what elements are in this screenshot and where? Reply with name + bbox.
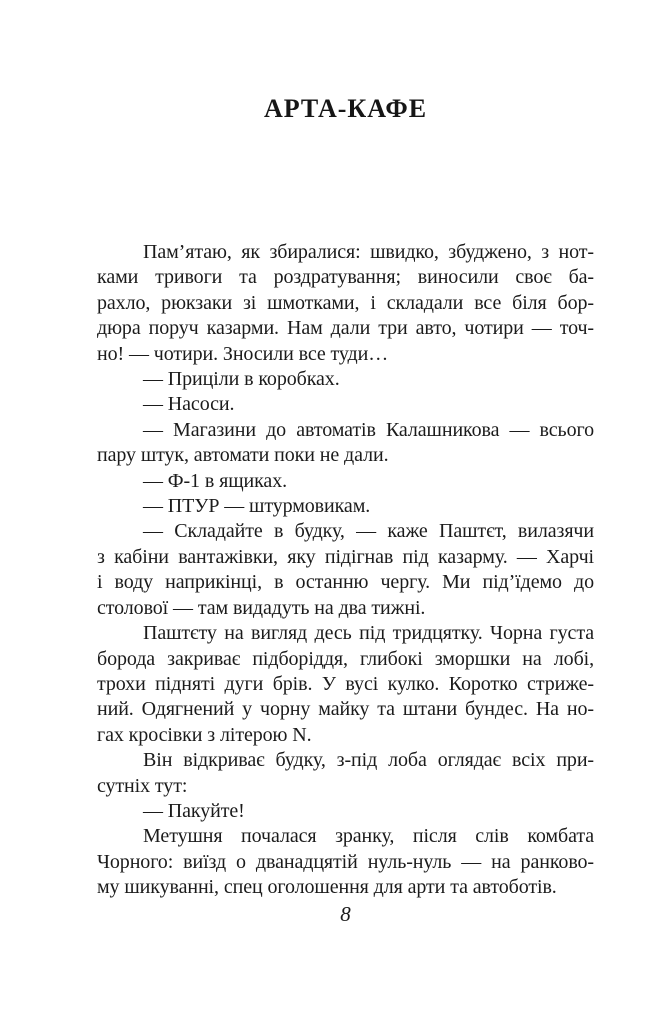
text-line: з кабіни вантажівки, яку підігнав під казарму. — Харчі [97, 545, 594, 568]
text-line: Чорного: виїзд о дванадцятій нуль-нуль — на ранково- [97, 850, 594, 873]
text-line: — ПТУР — штурмовикам. [143, 495, 371, 518]
text-line: борода закриває підборіддя, глибокі зморшки на лобі, [97, 647, 594, 670]
text-line: трохи підняті дуги брів. У вусі кулко. Коротко стриже- [97, 672, 594, 695]
text-line: — Магазини до автоматів Калашникова — всього [143, 418, 594, 441]
chapter-title: АРТА-КАФЕ [263, 94, 428, 123]
text-line: — Ф-1 в ящиках. [143, 469, 287, 492]
body-text [97, 240, 594, 901]
text-line: і воду наприкінці, в останню чергу. Ми під’їдемо до [97, 571, 594, 594]
text-line: рахло, рюкзаки зі шмотками, і складали все біля бор- [97, 291, 594, 314]
text-line: Пам’ятаю, як збиралися: швидко, збуджено, з нот- [143, 241, 594, 263]
text-line: ний. Одягнений у чорну майку та штани бундес. На но- [97, 698, 594, 721]
text-line: но! — чотири. Зносили все туди… [97, 342, 389, 365]
text-line: — Складайте в будку, — каже Паштєт, вилазячи [143, 520, 594, 543]
text-line: пару штук, автомати поки не дали. [97, 444, 389, 467]
text-line: — Пакуйте! [143, 799, 245, 822]
text-line: дюра поруч казарми. Нам дали три авто, чотири — точ- [97, 317, 594, 340]
text-line: — Приціли в коробках. [143, 368, 340, 391]
text-line: Паштєту на вигляд десь під тридцятку. Чорна густа [143, 622, 594, 645]
text-line: гах кросівки з літерою N. [97, 723, 312, 746]
text-line: — Насоси. [143, 393, 235, 416]
text-line: ками тривоги та роздратування; виносили своє ба- [97, 266, 594, 289]
text-line: Він відкриває будку, з-під лоба оглядає всіх при- [143, 749, 594, 772]
page-number: 8 [340, 902, 351, 926]
text-line: Метушня почалася зранку, після слів комбата [143, 825, 594, 848]
text-line: му шикуванні, спец оголошення для арти та автоботів. [97, 876, 557, 899]
text-line: столової — там видадуть на два тижні. [97, 596, 426, 619]
text-line: сутніх тут: [97, 774, 188, 797]
